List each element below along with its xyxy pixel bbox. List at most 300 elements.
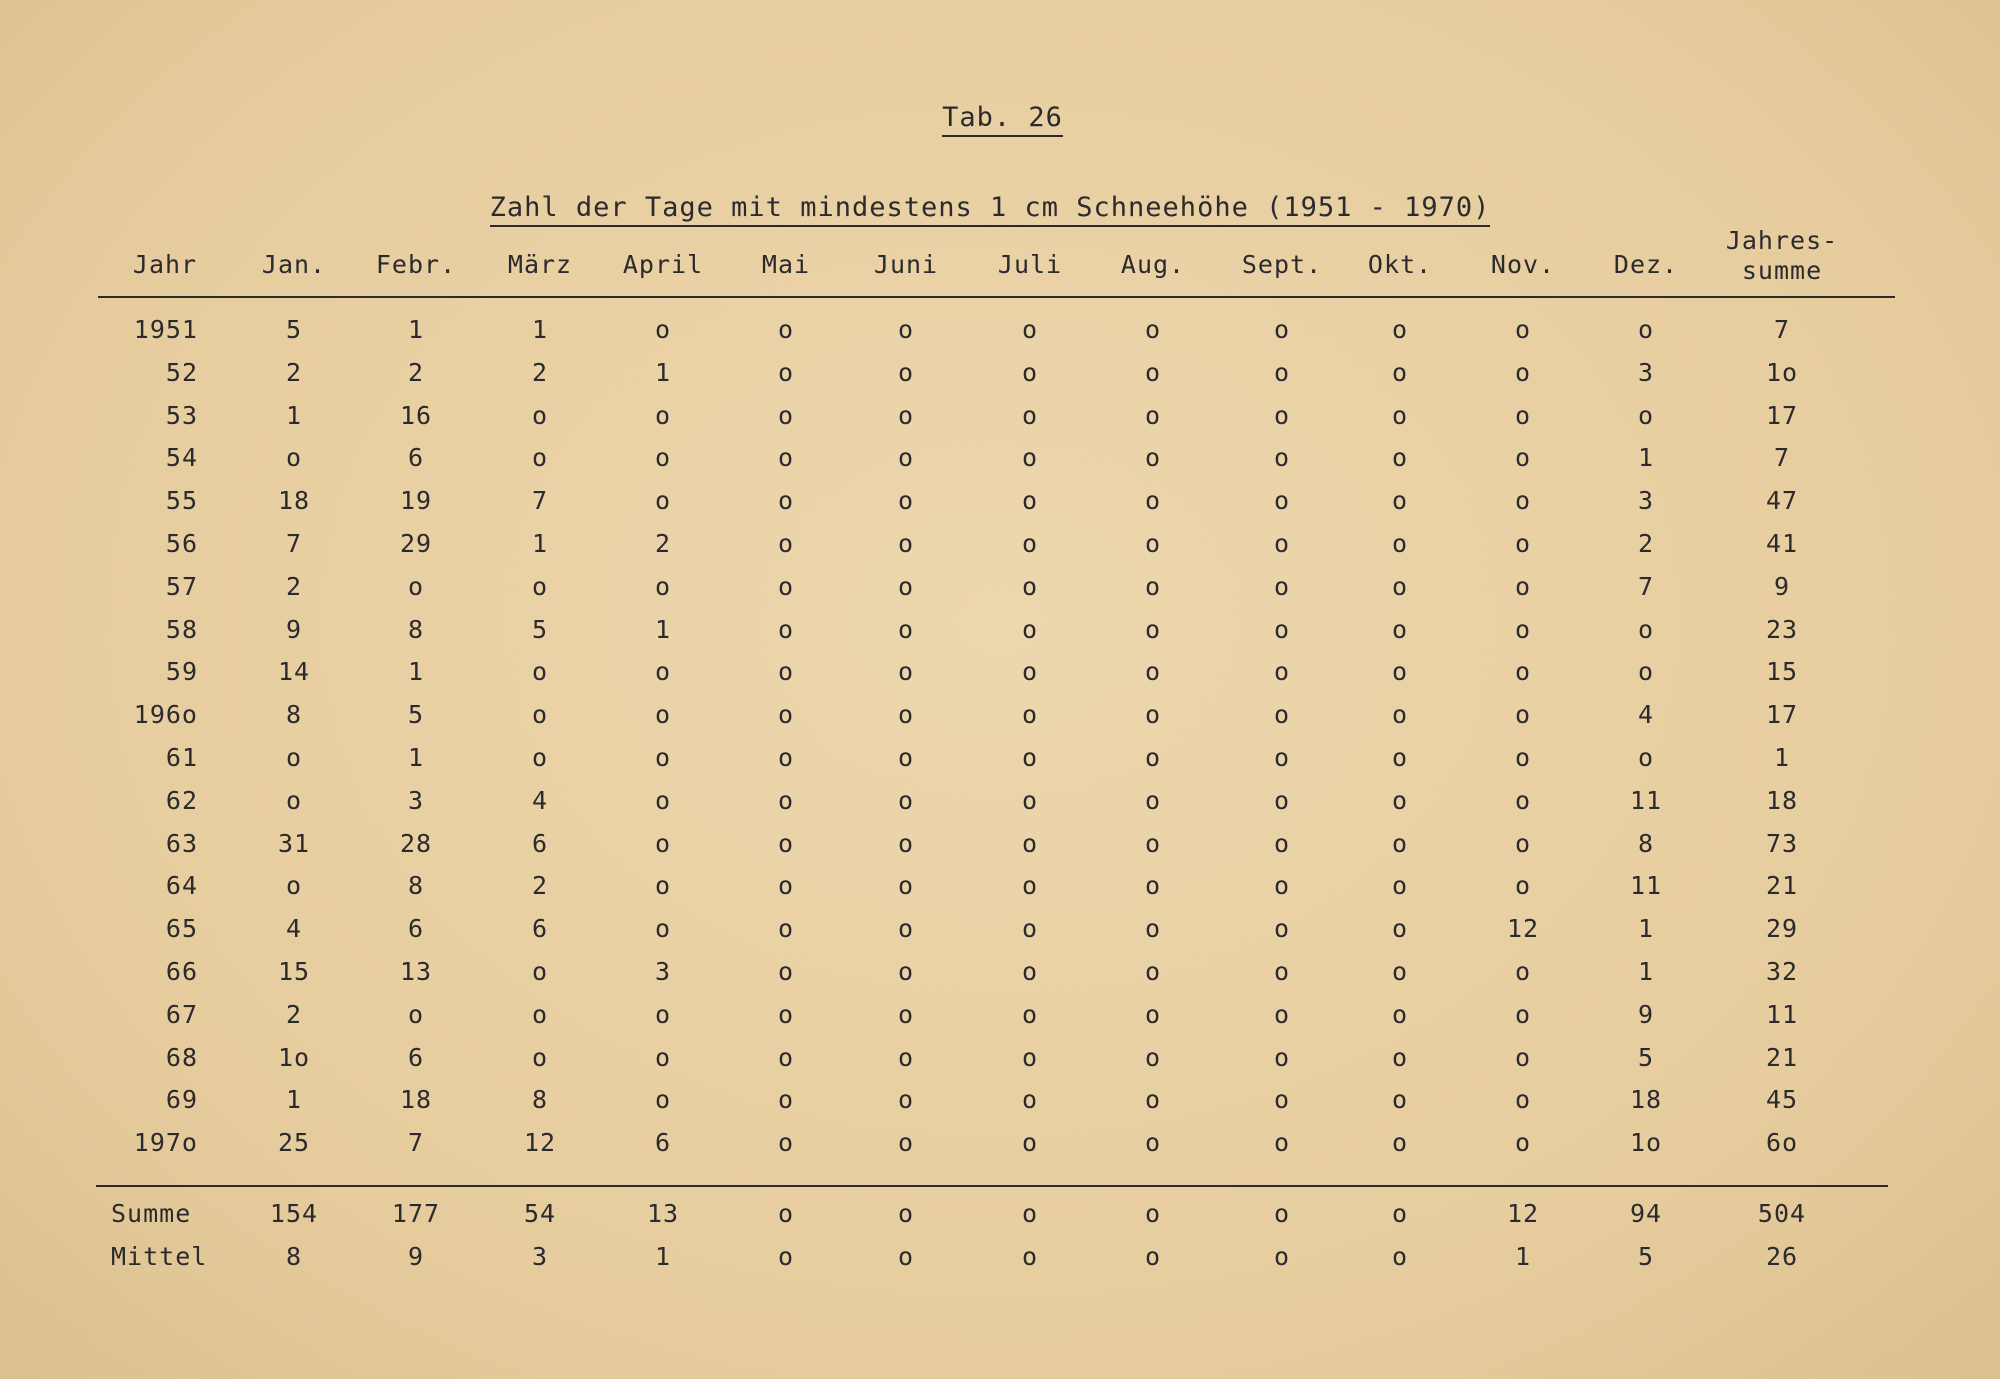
year-cell: 59 [165,657,198,687]
value-cell: o [1273,871,1291,901]
summary-cell: o [1021,1242,1039,1271]
summary-cell: o [1144,1199,1162,1228]
value-cell: o [654,871,672,901]
value-cell: 28 [399,828,433,858]
value-cell: o [1273,614,1291,644]
value-cell: o [897,529,915,558]
value-cell: 1 [654,614,672,644]
value-cell: o [1021,357,1039,387]
value-cell: 8 [531,1085,549,1115]
value-cell: 1 [285,1085,303,1115]
value-cell: o [654,315,672,344]
value-cell: o [407,571,425,601]
value-cell: o [1021,400,1039,430]
value-cell: o [1021,614,1039,644]
year-cell: 63 [165,828,198,858]
year-cell: 1951 [133,315,198,344]
value-cell: 21 [1765,871,1799,901]
summary-cell: 54 [523,1199,557,1228]
value-cell: 5 [285,315,303,344]
value-cell: o [1144,700,1162,730]
column-header: Febr. [375,250,457,279]
value-cell: o [1144,614,1162,644]
value-cell: 7 [1637,571,1655,601]
value-cell: o [1273,529,1291,558]
value-cell: o [1021,828,1039,858]
value-cell: 6 [407,914,425,944]
value-cell: 3 [654,957,672,986]
value-cell: 2 [1637,529,1655,558]
value-cell: o [531,999,549,1029]
value-cell: o [285,871,303,901]
value-cell: o [1391,999,1409,1029]
summary-label: Summe [111,1199,192,1228]
value-cell: o [1391,443,1409,473]
year-cell: 65 [165,914,198,944]
summary-label: Mittel [111,1242,208,1271]
value-cell: 3 [407,785,425,815]
value-cell: 7 [407,1128,425,1158]
summary-cell: o [777,1199,795,1228]
value-cell: 1 [1637,914,1655,944]
summary-cell: 26 [1765,1242,1799,1271]
value-cell: 11 [1629,871,1663,901]
value-cell: 9 [1773,571,1791,601]
value-cell: o [1021,700,1039,730]
value-cell: o [1514,529,1532,558]
value-cell: o [1391,614,1409,644]
value-cell: 2 [285,999,303,1029]
summary-cell: 5 [1637,1242,1655,1271]
value-cell: o [654,400,672,430]
value-cell: o [1021,914,1039,944]
value-cell: 8 [1637,828,1655,858]
value-cell: 1o [1629,1128,1663,1158]
value-cell: o [1514,785,1532,815]
value-cell: o [654,743,672,772]
value-cell: o [777,357,795,387]
value-cell: o [1391,1085,1409,1115]
value-cell: 29 [1765,914,1799,944]
summary-cell: 504 [1757,1199,1807,1228]
value-cell: o [897,828,915,858]
value-cell: 6 [654,1128,672,1158]
value-cell: 18 [399,1085,433,1115]
value-cell: o [897,914,915,944]
value-cell: 25 [277,1128,311,1158]
value-cell: o [1637,614,1655,644]
value-cell: 41 [1765,529,1799,558]
value-cell: o [654,1085,672,1115]
value-cell: o [1021,486,1039,516]
value-cell: o [897,571,915,601]
value-cell: o [1514,1042,1532,1072]
value-cell: o [777,529,795,558]
value-cell: 1 [1773,743,1791,772]
value-cell: o [1144,999,1162,1029]
value-cell: o [897,1128,915,1158]
value-cell: o [777,785,795,815]
value-cell: o [1391,357,1409,387]
value-cell: o [654,828,672,858]
value-cell: o [777,700,795,730]
column-header: Jahr [132,250,198,279]
value-cell: o [1273,785,1291,815]
summary-cell: 12 [1506,1199,1540,1228]
value-cell: o [1273,657,1291,687]
value-cell: 7 [1773,443,1791,473]
value-cell: o [531,743,549,772]
value-cell: o [654,785,672,815]
value-cell: 6 [531,828,549,858]
value-cell: o [1637,400,1655,430]
value-cell: o [897,657,915,687]
year-cell: 196o [133,700,198,730]
value-cell: o [897,700,915,730]
value-cell: o [1514,1128,1532,1158]
column-header: Juni [873,250,939,279]
value-cell: o [1144,871,1162,901]
value-cell: o [1514,700,1532,730]
value-cell: 13 [399,957,433,986]
value-cell: o [531,443,549,473]
value-cell: o [1514,1085,1532,1115]
value-cell: o [1273,571,1291,601]
value-cell: o [1021,443,1039,473]
value-cell: 5 [407,700,425,730]
column-header: Nov. [1490,250,1556,279]
column-header: Jahres- summe [1725,226,1839,285]
value-cell: o [777,871,795,901]
column-header: März [507,250,573,279]
value-cell: o [777,914,795,944]
value-cell: o [1144,828,1162,858]
value-cell: o [1273,1085,1291,1115]
value-cell: o [777,571,795,601]
value-cell: o [777,1128,795,1158]
value-cell: 16 [399,400,433,430]
value-cell: o [1637,743,1655,772]
value-cell: o [531,571,549,601]
value-cell: o [1391,400,1409,430]
year-cell: 197o [133,1128,198,1158]
summary-cell: o [897,1199,915,1228]
summary-cell: o [1391,1242,1409,1271]
value-cell: o [777,828,795,858]
value-cell: o [1514,486,1532,516]
summary-cell: o [1021,1199,1039,1228]
value-cell: o [654,443,672,473]
value-cell: o [1273,1128,1291,1158]
value-cell: o [1021,1085,1039,1115]
value-cell: o [1514,614,1532,644]
summary-cell: o [777,1242,795,1271]
value-cell: o [654,657,672,687]
value-cell: 17 [1765,400,1799,430]
value-cell: o [1273,400,1291,430]
value-cell: 1o [277,1042,311,1072]
summary-cell: o [1144,1242,1162,1271]
value-cell: o [1021,1128,1039,1158]
value-cell: o [1273,1042,1291,1072]
value-cell: o [897,743,915,772]
summary-cell: 1 [1514,1242,1532,1271]
value-cell: 4 [531,785,549,815]
value-cell: 1 [531,529,549,558]
value-cell: 2 [407,357,425,387]
value-cell: o [1144,357,1162,387]
summary-cell: o [1273,1242,1291,1271]
column-header: Okt. [1367,250,1433,279]
header-rule [98,296,1895,298]
value-cell: o [1021,999,1039,1029]
value-cell: 12 [523,1128,557,1158]
value-cell: o [777,315,795,344]
value-cell: 15 [277,957,311,986]
value-cell: 12 [1506,914,1540,944]
value-cell: o [1021,785,1039,815]
value-cell: o [1391,571,1409,601]
value-cell: o [1391,957,1409,986]
value-cell: 2 [531,357,549,387]
value-cell: o [1391,1042,1409,1072]
value-cell: o [1391,914,1409,944]
value-cell: 9 [285,614,303,644]
value-cell: 11 [1629,785,1663,815]
value-cell: o [1391,871,1409,901]
value-cell: o [897,871,915,901]
value-cell: 21 [1765,1042,1799,1072]
year-cell: 58 [165,614,198,644]
value-cell: o [777,443,795,473]
value-cell: o [897,999,915,1029]
value-cell: 3 [1637,486,1655,516]
summary-cell: 9 [407,1242,425,1271]
value-cell: 15 [1765,657,1799,687]
value-cell: o [897,315,915,344]
value-cell: o [1514,828,1532,858]
value-cell: 2 [285,571,303,601]
value-cell: o [654,914,672,944]
value-cell: o [1514,400,1532,430]
column-header: Dez. [1613,250,1679,279]
value-cell: 1 [1637,957,1655,986]
summary-cell: 3 [531,1242,549,1271]
value-cell: o [1391,828,1409,858]
value-cell: 18 [277,486,311,516]
value-cell: o [1514,871,1532,901]
value-cell: o [531,1042,549,1072]
value-cell: 6 [531,914,549,944]
year-cell: 54 [165,443,198,473]
value-cell: o [777,957,795,986]
value-cell: o [531,957,549,986]
value-cell: 5 [531,614,549,644]
value-cell: 2 [531,871,549,901]
value-cell: o [777,400,795,430]
value-cell: 3 [1637,357,1655,387]
column-header: Mai [761,250,811,279]
value-cell: o [897,400,915,430]
year-cell: 64 [165,871,198,901]
value-cell: 8 [407,614,425,644]
value-cell: 32 [1765,957,1799,986]
value-cell: o [1273,700,1291,730]
table-number: Tab. 26 [0,102,2000,133]
value-cell: o [1021,657,1039,687]
value-cell: o [897,486,915,516]
value-cell: o [777,1085,795,1115]
year-cell: 52 [165,357,198,387]
value-cell: o [1144,785,1162,815]
value-cell: o [1021,315,1039,344]
year-cell: 69 [165,1085,198,1115]
value-cell: o [897,443,915,473]
value-cell: o [654,486,672,516]
value-cell: 45 [1765,1085,1799,1115]
value-cell: o [1514,743,1532,772]
value-cell: 47 [1765,486,1799,516]
value-cell: 5 [1637,1042,1655,1072]
value-cell: 1 [407,315,425,344]
value-cell: o [1273,828,1291,858]
value-cell: 4 [285,914,303,944]
value-cell: o [285,785,303,815]
value-cell: o [1144,400,1162,430]
value-cell: o [654,1042,672,1072]
value-cell: o [1144,571,1162,601]
value-cell: o [1144,957,1162,986]
value-cell: o [897,1042,915,1072]
value-cell: o [654,571,672,601]
value-cell: o [1021,871,1039,901]
column-header: Aug. [1120,250,1186,279]
value-cell: o [1391,315,1409,344]
year-cell: 57 [165,571,198,601]
value-cell: o [1273,914,1291,944]
summary-cell: o [1273,1199,1291,1228]
value-cell: o [285,443,303,473]
value-cell: o [1144,1128,1162,1158]
value-cell: 6o [1765,1128,1799,1158]
value-cell: o [897,357,915,387]
value-cell: 6 [407,1042,425,1072]
value-cell: o [777,743,795,772]
year-cell: 67 [165,999,198,1029]
value-cell: o [1391,486,1409,516]
value-cell: o [1514,315,1532,344]
value-cell: 7 [1773,315,1791,344]
year-cell: 53 [165,400,198,430]
value-cell: o [777,486,795,516]
value-cell: 73 [1765,828,1799,858]
value-cell: o [531,400,549,430]
year-cell: 61 [165,743,198,772]
value-cell: 1 [654,357,672,387]
value-cell: 1 [531,315,549,344]
value-cell: 29 [399,529,433,558]
value-cell: 31 [277,828,311,858]
value-cell: o [1144,743,1162,772]
value-cell: o [1021,1042,1039,1072]
value-cell: o [1144,486,1162,516]
summary-cell: 1 [654,1242,672,1271]
summary-rule [96,1185,1888,1187]
value-cell: o [1514,571,1532,601]
value-cell: 8 [407,871,425,901]
value-cell: o [1514,657,1532,687]
year-cell: 66 [165,957,198,986]
column-header: Jan. [261,250,327,279]
value-cell: o [1273,957,1291,986]
value-cell: 8 [285,700,303,730]
summary-cell: o [1391,1199,1409,1228]
value-cell: o [1391,657,1409,687]
value-cell: o [897,957,915,986]
value-cell: o [1144,443,1162,473]
value-cell: o [897,1085,915,1115]
value-cell: 1 [1637,443,1655,473]
value-cell: o [1021,743,1039,772]
value-cell: o [1144,529,1162,558]
value-cell: 2 [285,357,303,387]
year-cell: 68 [165,1042,198,1072]
value-cell: o [1637,657,1655,687]
value-cell: o [531,657,549,687]
value-cell: 1o [1765,357,1799,387]
value-cell: o [1273,486,1291,516]
year-cell: 62 [165,785,198,815]
table-title: Zahl der Tage mit mindestens 1 cm Schneehöhe (1951 - 1970) [0,192,1980,223]
value-cell: o [1514,999,1532,1029]
value-cell: 9 [1637,999,1655,1029]
value-cell: 6 [407,443,425,473]
value-cell: 23 [1765,614,1799,644]
value-cell: o [1391,1128,1409,1158]
value-cell: o [407,999,425,1029]
value-cell: o [1391,529,1409,558]
value-cell: o [1391,785,1409,815]
value-cell: o [777,657,795,687]
value-cell: o [531,700,549,730]
value-cell: 1 [407,743,425,772]
value-cell: o [1514,957,1532,986]
summary-cell: o [897,1242,915,1271]
value-cell: o [897,785,915,815]
value-cell: 1 [285,400,303,430]
value-cell: o [1144,657,1162,687]
value-cell: 19 [399,486,433,516]
value-cell: o [1391,700,1409,730]
value-cell: o [1514,443,1532,473]
value-cell: o [1021,571,1039,601]
value-cell: 14 [277,657,311,687]
column-header: Sept. [1241,250,1323,279]
summary-cell: 94 [1629,1199,1663,1228]
value-cell: 2 [654,529,672,558]
value-cell: o [1514,357,1532,387]
value-cell: o [1144,1085,1162,1115]
value-cell: o [1144,914,1162,944]
value-cell: 1 [407,657,425,687]
year-cell: 56 [165,529,198,558]
value-cell: o [1273,743,1291,772]
value-cell: 11 [1765,999,1799,1029]
summary-cell: 8 [285,1242,303,1271]
value-cell: o [1021,957,1039,986]
value-cell: 18 [1765,785,1799,815]
summary-cell: 13 [646,1199,680,1228]
